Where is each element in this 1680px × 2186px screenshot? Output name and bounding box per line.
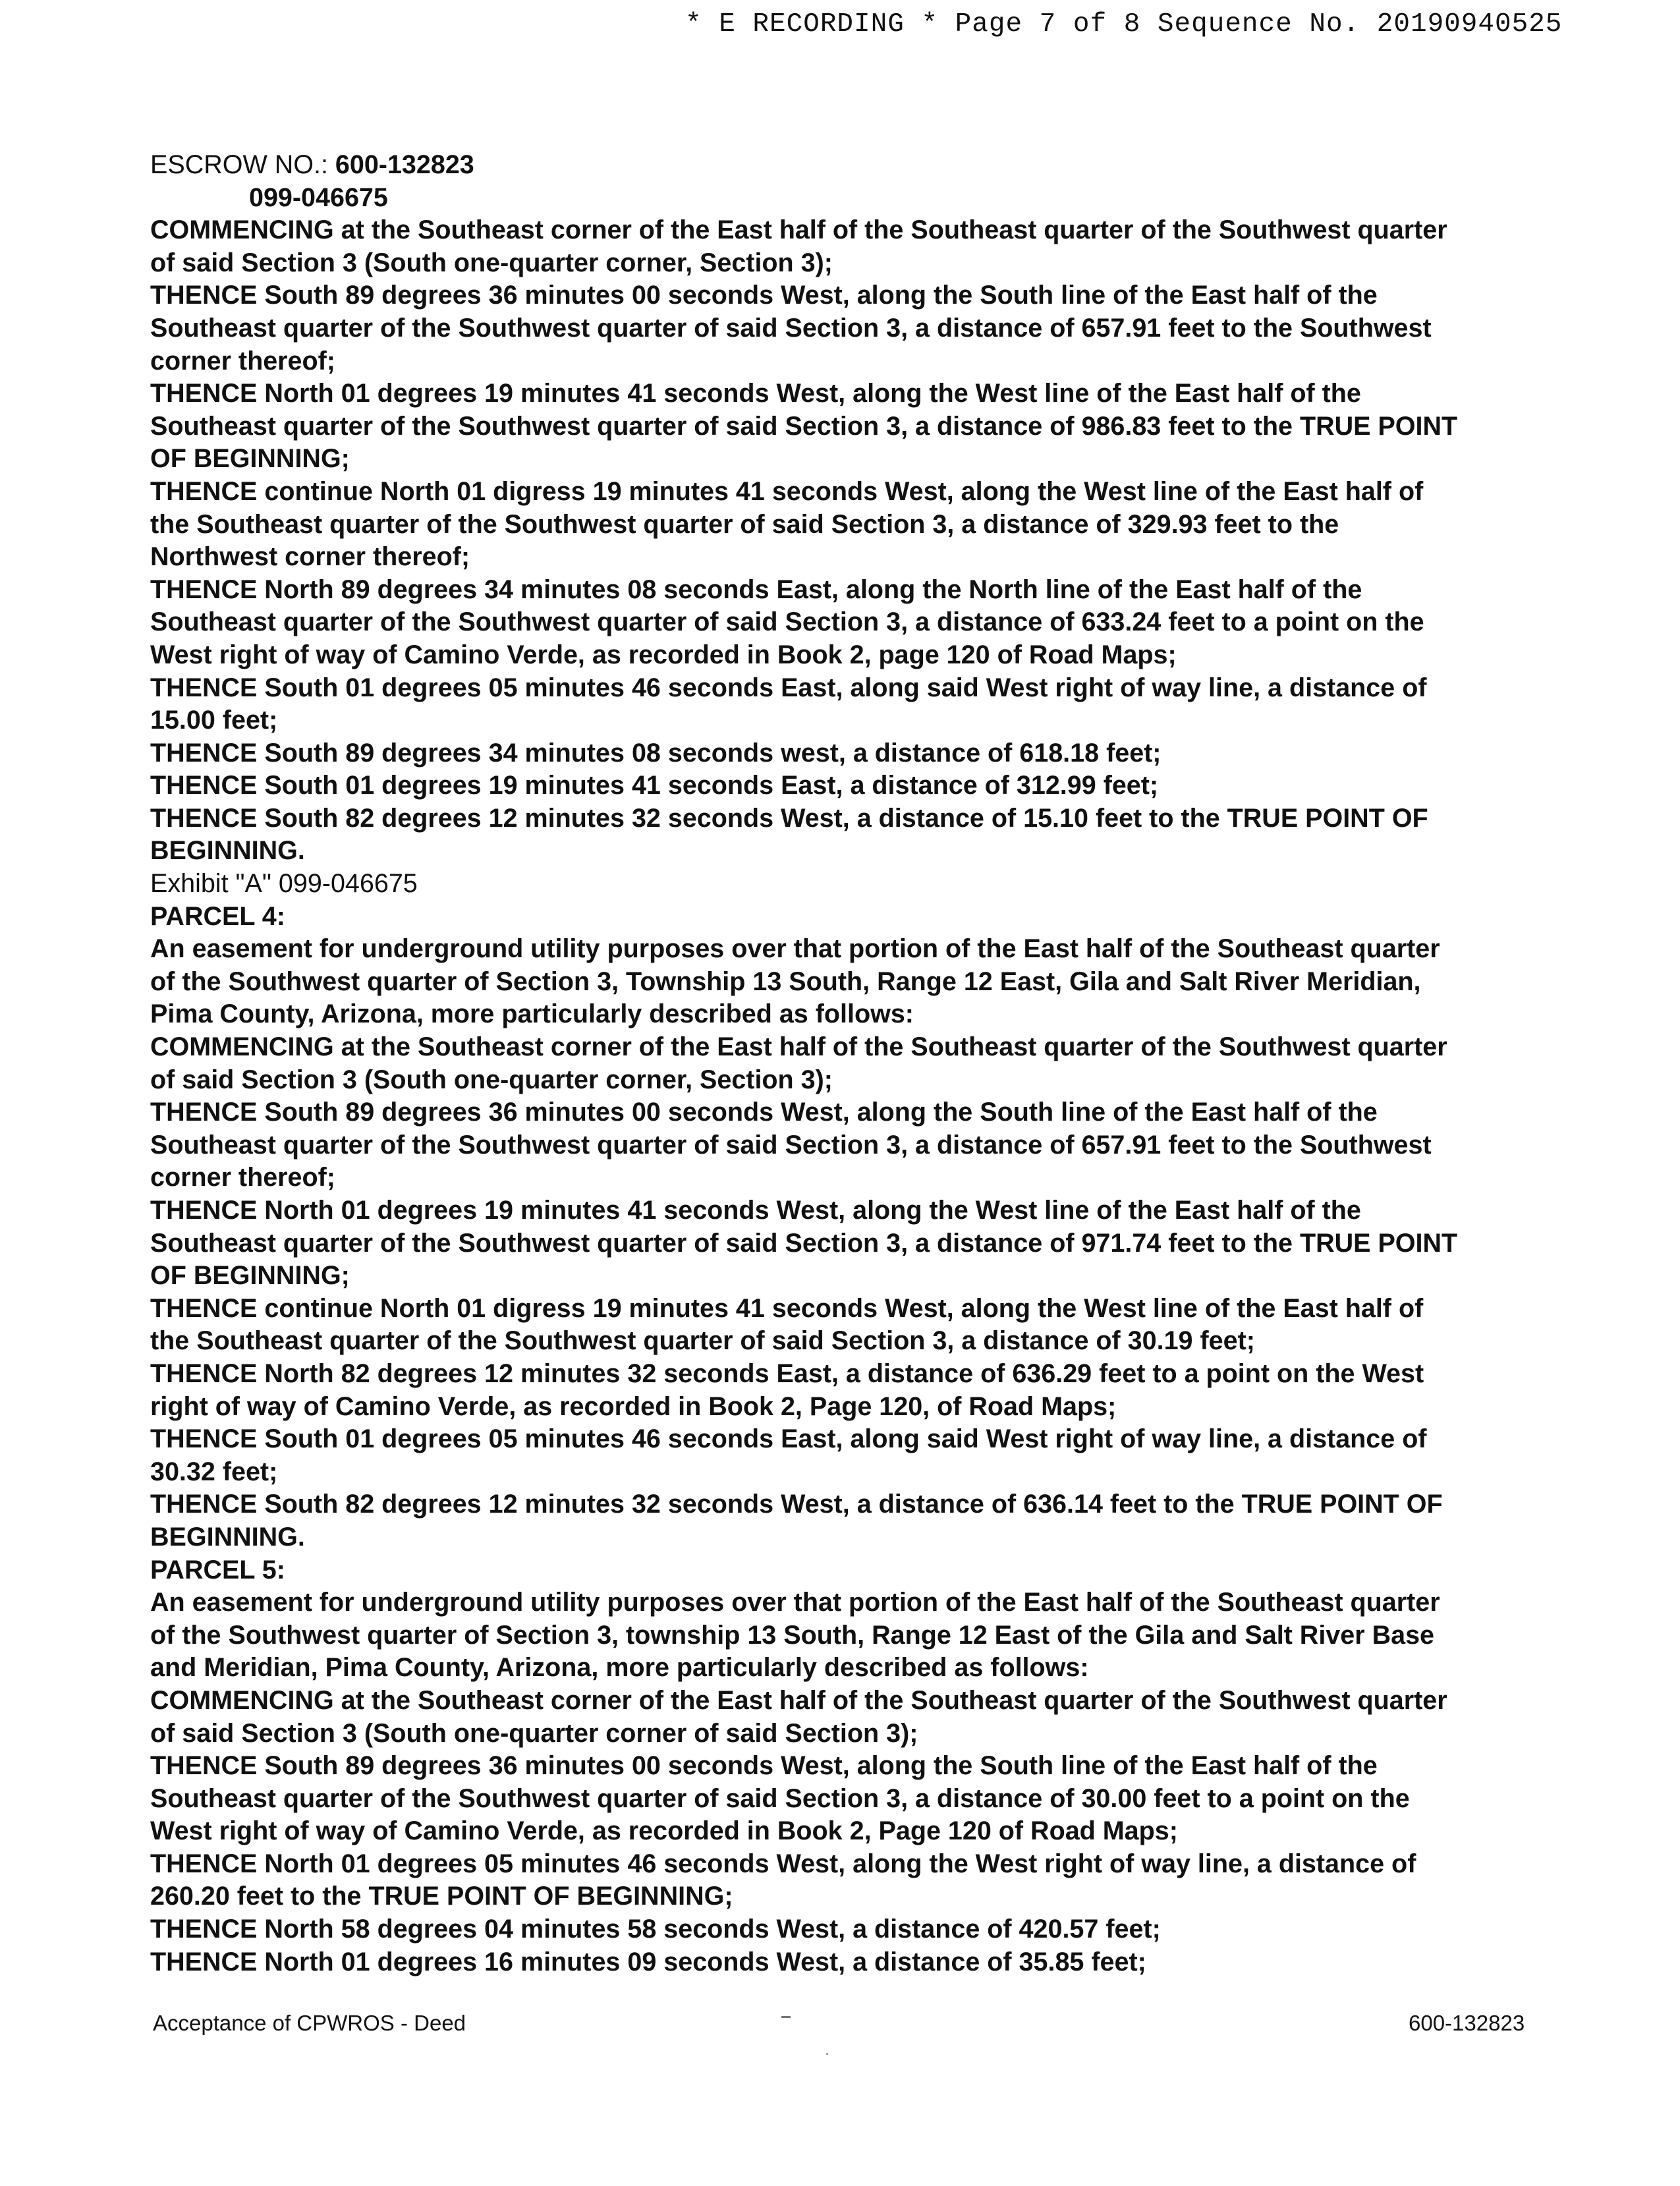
footer-escrow-number: 600-132823 [1409, 2011, 1525, 2035]
escrow-second-number: 099-046675 [249, 182, 388, 212]
text-line: Southeast quarter of the Southwest quarter of said Section 3, a distance of 657.91 feet to the Southwest [150, 313, 1432, 343]
text-line: of the Southwest quarter of Section 3, Township 13 South, Range 12 East, Gila and Salt River Meridian, [150, 967, 1421, 996]
text-line: THENCE South 82 degrees 12 minutes 32 seconds West, a distance of 15.10 feet to the TRUE POINT OF [150, 803, 1428, 833]
text-line: THENCE South 01 degrees 05 minutes 46 seconds East, along said West right of way line, a distance of [150, 1424, 1427, 1454]
text-line: Pima County, Arizona, more particularly described as follows: [150, 999, 914, 1029]
text-line: THENCE South 89 degrees 36 minutes 00 seconds West, along the South line of the East half of the [150, 1751, 1378, 1781]
parcel-heading: PARCEL 4: [150, 901, 285, 931]
text-line: the Southeast quarter of the Southwest quarter of said Section 3, a distance of 329.93 feet to the [150, 509, 1339, 539]
text-line: of said Section 3 (South one-quarter corner, Section 3); [150, 248, 833, 277]
exhibit-line: Exhibit "A" 099-046675 [150, 869, 418, 899]
text-line: of said Section 3 (South one-quarter corner of said Section 3); [150, 1718, 918, 1748]
text-line: THENCE North 01 degrees 05 minutes 46 seconds West, along the West right of way line, a distance of [150, 1849, 1416, 1878]
text-line: THENCE continue North 01 digress 19 minutes 41 seconds West, along the West line of the East half of [150, 1293, 1424, 1323]
text-line: THENCE North 01 degrees 19 minutes 41 seconds West, along the West line of the East half of the [150, 1196, 1361, 1225]
text-line: Southeast quarter of the Southwest quarter of said Section 3, a distance of 633.24 feet to a point on the [150, 607, 1424, 637]
legal-description [150, 149, 1560, 1978]
escrow-label: ESCROW NO.: [150, 150, 335, 179]
text-line: and Meridian, Pima County, Arizona, more particularly described as follows: [150, 1653, 1089, 1683]
footer-document-title: Acceptance of CPWROS - Deed [153, 2011, 466, 2035]
text-line: THENCE continue North 01 digress 19 minutes 41 seconds West, along the West line of the East half of [150, 476, 1424, 506]
text-line: OF BEGINNING; [150, 1261, 350, 1291]
page-footer [0, 2011, 1680, 2044]
text-line: BEGINNING. [150, 836, 305, 866]
text-line: THENCE South 82 degrees 12 minutes 32 seconds West, a distance of 636.14 feet to the TRUE POINT OF [150, 1490, 1443, 1519]
text-line: BEGINNING. [150, 1522, 305, 1552]
footer-mark [781, 2016, 791, 2018]
text-line: THENCE South 89 degrees 34 minutes 08 seconds west, a distance of 618.18 feet; [150, 738, 1162, 768]
text-line: West right of way of Camino Verde, as recorded in Book 2, page 120 of Road Maps; [150, 640, 1177, 669]
text-line: An easement for underground utility purposes over that portion of the East half of the Southeast quarter [150, 934, 1440, 964]
text-line: OF BEGINNING; [150, 444, 350, 474]
text-line: THENCE South 89 degrees 36 minutes 00 seconds West, along the South line of the East half of the [150, 281, 1378, 310]
text-line: THENCE South 01 degrees 19 minutes 41 seconds East, a distance of 312.99 feet; [150, 771, 1159, 800]
text-line: West right of way of Camino Verde, as recorded in Book 2, Page 120 of Road Maps; [150, 1816, 1178, 1846]
text-line: THENCE North 01 degrees 16 minutes 09 seconds West, a distance of 35.85 feet; [150, 1947, 1146, 1976]
text-line: An easement for underground utility purposes over that portion of the East half of the Southeast quarter [150, 1588, 1440, 1617]
text-line: COMMENCING at the Southeast corner of the East half of the Southeast quarter of the Southwest quarter [150, 1032, 1447, 1062]
text-line: the Southeast quarter of the Southwest quarter of said Section 3, a distance of 30.19 feet; [150, 1326, 1255, 1356]
text-line: THENCE South 01 degrees 05 minutes 46 seconds East, along said West right of way line, a distance of [150, 673, 1427, 702]
text-line: Southeast quarter of the Southwest quarter of said Section 3, a distance of 971.74 feet to the TRUE POINT [150, 1228, 1458, 1258]
text-line: Southeast quarter of the Southwest quarter of said Section 3, a distance of 30.00 feet to a point on the [150, 1783, 1410, 1813]
text-line: Southeast quarter of the Southwest quarter of said Section 3, a distance of 657.91 feet to the Southwest [150, 1130, 1432, 1160]
text-line: THENCE South 89 degrees 36 minutes 00 seconds West, along the South line of the East half of the [150, 1098, 1378, 1127]
recording-header: * E RECORDING * Page 7 of 8 Sequence No. 20190940525 [685, 9, 1563, 40]
parcel-heading: PARCEL 5: [150, 1555, 285, 1584]
text-line: right of way of Camino Verde, as recorded in Book 2, Page 120, of Road Maps; [150, 1391, 1117, 1421]
text-line: Southeast quarter of the Southwest quarter of said Section 3, a distance of 986.83 feet to the TRUE POINT [150, 411, 1458, 441]
escrow-line [150, 149, 1560, 182]
text-line: COMMENCING at the Southeast corner of the East half of the Southeast quarter of the Southwest quarter [150, 215, 1447, 245]
text-line: corner thereof; [150, 1163, 335, 1192]
text-line: corner thereof; [150, 346, 335, 376]
text-line: Northwest corner thereof; [150, 542, 470, 572]
scan-speck [826, 2053, 828, 2055]
escrow-number: 600-132823 [335, 150, 474, 179]
text-line: 260.20 feet to the TRUE POINT OF BEGINNING; [150, 1882, 733, 1911]
text-line: of said Section 3 (South one-quarter corner, Section 3); [150, 1065, 833, 1094]
text-line: of the Southwest quarter of Section 3, township 13 South, Range 12 East of the Gila and Salt River Base [150, 1620, 1435, 1650]
text-line: THENCE North 01 degrees 19 minutes 41 seconds West, along the West line of the East half of the [150, 379, 1361, 408]
text-line: COMMENCING at the Southeast corner of the East half of the Southeast quarter of the Southwest quarter [150, 1685, 1447, 1715]
text-line: THENCE North 89 degrees 34 minutes 08 seconds East, along the North line of the East half of the [150, 575, 1362, 604]
text-line: 30.32 feet; [150, 1457, 278, 1486]
text-line: 15.00 feet; [150, 706, 278, 735]
text-line: THENCE North 58 degrees 04 minutes 58 seconds West, a distance of 420.57 feet; [150, 1915, 1161, 1944]
text-line: THENCE North 82 degrees 12 minutes 32 seconds East, a distance of 636.29 feet to a point on the West [150, 1359, 1424, 1388]
